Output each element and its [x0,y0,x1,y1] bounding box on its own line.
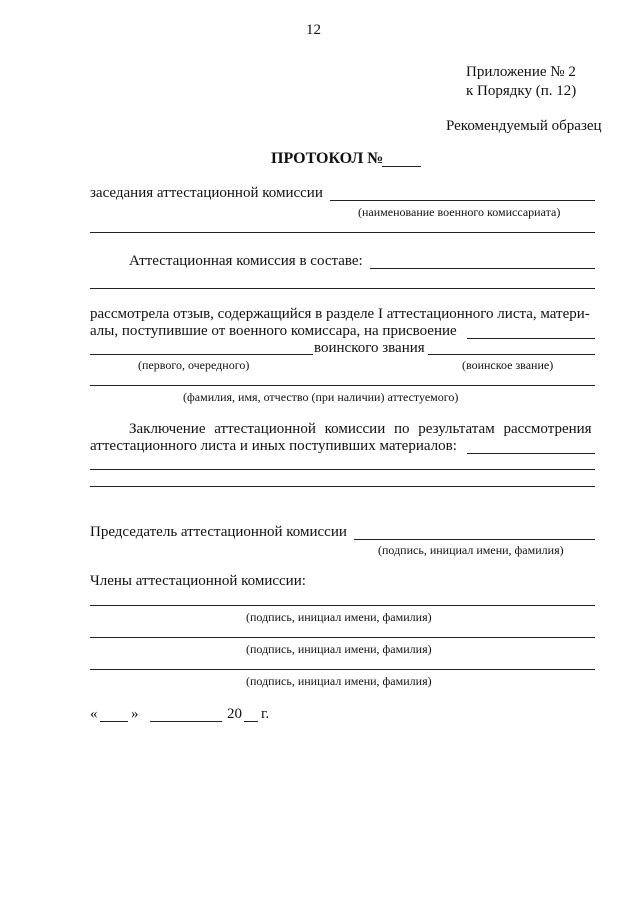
member-signature-field-2[interactable] [90,637,595,638]
rank-word: воинского звания [314,340,425,356]
member-caption-1: (подпись, инициал имени, фамилия) [246,610,432,624]
chairman-caption: (подпись, инициал имени, фамилия) [378,543,564,557]
assignment-field[interactable] [467,338,595,339]
commissariat-caption: (наименование военного комиссариата) [358,205,561,219]
date-open-quote: « [90,706,98,722]
members-label: Члены аттестационной комиссии: [90,573,306,589]
date-close-quote: » [131,706,139,722]
commissariat-field-continuation[interactable] [90,232,595,233]
composition-field-continuation[interactable] [90,288,595,289]
attestee-name-field[interactable] [90,385,595,386]
member-signature-field-1[interactable] [90,605,595,606]
member-caption-2: (подпись, инициал имени, фамилия) [246,642,432,656]
protocol-title: ПРОТОКОЛ № [271,150,384,167]
date-day-field[interactable] [100,721,128,722]
rank-field[interactable] [428,354,595,355]
protocol-number-field[interactable] [382,166,421,167]
attestee-name-caption: (фамилия, имя, отчество (при наличии) аттестуемого) [183,390,459,404]
conclusion-field-line3[interactable] [90,486,595,487]
commissariat-field[interactable] [330,200,595,201]
meeting-label: заседания аттестационной комиссии [90,185,323,201]
chairman-label: Председатель аттестационной комиссии [90,524,347,540]
rank-caption: (воинское звание) [462,358,554,372]
appendix-line2: к Порядку (п. 12) [466,83,577,99]
member-signature-field-3[interactable] [90,669,595,670]
order-caption: (первого, очередного) [138,358,250,372]
conclusion-line2: аттестационного листа и иных поступивших материалов: [90,438,457,454]
chairman-signature-field[interactable] [354,539,595,540]
order-field[interactable] [90,354,313,355]
date-year-prefix: 20 [227,706,242,722]
conclusion-line1: Заключение аттестационной комиссии по результатам рассмотрения [129,421,592,437]
review-line1: рассмотрела отзыв, содержащийся в разделе I аттестационного листа, матери- [90,306,590,322]
date-month-field[interactable] [150,721,222,722]
conclusion-field-line2[interactable] [90,469,595,470]
composition-label: Аттестационная комиссия в составе: [129,253,363,269]
conclusion-field[interactable] [467,453,595,454]
review-line2: алы, поступившие от военного комиссара, на присвоение [90,323,457,339]
appendix-line1: Приложение № 2 [466,64,576,80]
date-year-suffix: г. [261,706,270,722]
date-year-field[interactable] [244,721,258,722]
composition-field[interactable] [370,268,595,269]
sample-note: Рекомендуемый образец [446,118,602,134]
member-caption-3: (подпись, инициал имени, фамилия) [246,674,432,688]
page-number: 12 [306,22,321,38]
